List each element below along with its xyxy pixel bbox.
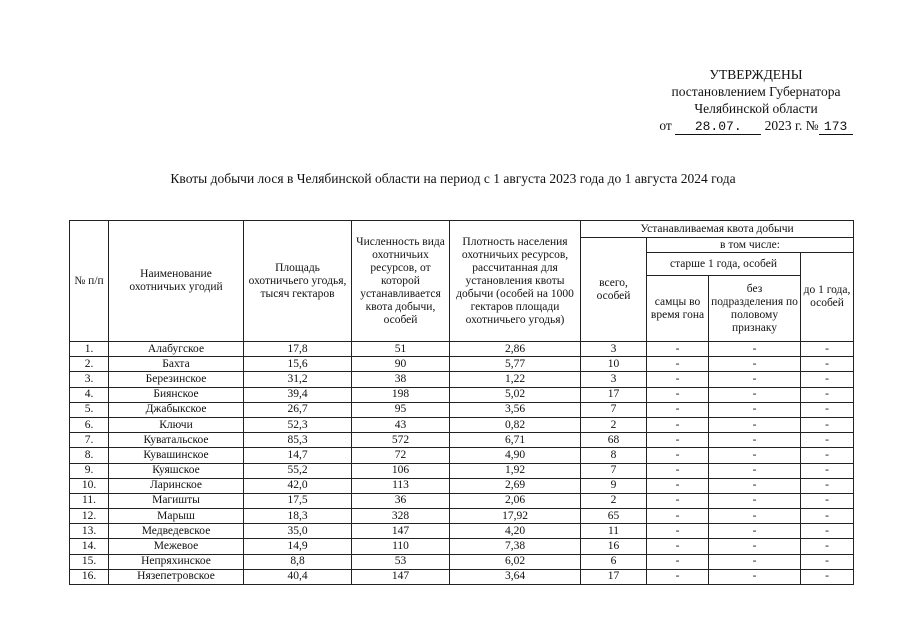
header-total: всего, особей xyxy=(581,238,647,342)
cell-density: 6,02 xyxy=(450,554,581,569)
cell-name: Межевое xyxy=(109,539,244,554)
table-row xyxy=(70,387,854,402)
header-males: самцы во время гона xyxy=(647,276,709,342)
cell-num: 14. xyxy=(70,539,109,554)
table-row xyxy=(70,509,854,524)
table-row xyxy=(70,493,854,508)
cell-density: 17,92 xyxy=(450,509,581,524)
cell-total: 9 xyxy=(581,478,647,493)
cell-total: 7 xyxy=(581,463,647,478)
cell-num: 1. xyxy=(70,342,109,357)
cell-area: 18,3 xyxy=(244,509,352,524)
cell-density: 2,69 xyxy=(450,478,581,493)
cell-no-sex: - xyxy=(709,478,801,493)
document-title: Квоты добычи лося в Челябинской области на период с 1 августа 2023 года до 1 августа 2024 года xyxy=(170,171,736,186)
cell-population: 53 xyxy=(352,554,450,569)
cell-density: 6,71 xyxy=(450,433,581,448)
cell-area: 8,8 xyxy=(244,554,352,569)
cell-name: Медведевское xyxy=(109,524,244,539)
table-row xyxy=(70,569,854,584)
cell-num: 11. xyxy=(70,493,109,508)
cell-population: 113 xyxy=(352,478,450,493)
header-population: Численность вида охотничьих ресурсов, от которой устанавливается квота добычи, особей xyxy=(352,221,450,342)
cell-total: 10 xyxy=(581,357,647,372)
cell-under1: - xyxy=(801,569,854,584)
cell-no-sex: - xyxy=(709,493,801,508)
cell-total: 17 xyxy=(581,387,647,402)
table-row xyxy=(70,433,854,448)
header-under1: до 1 года, особей xyxy=(801,253,854,342)
cell-population: 38 xyxy=(352,372,450,387)
cell-num: 6. xyxy=(70,417,109,432)
cell-males: - xyxy=(647,417,709,432)
cell-density: 3,56 xyxy=(450,402,581,417)
cell-males: - xyxy=(647,524,709,539)
cell-no-sex: - xyxy=(709,448,801,463)
cell-name: Магишты xyxy=(109,493,244,508)
cell-no-sex: - xyxy=(709,387,801,402)
cell-name: Куяшское xyxy=(109,463,244,478)
cell-name: Непряхинское xyxy=(109,554,244,569)
cell-no-sex: - xyxy=(709,342,801,357)
cell-under1: - xyxy=(801,357,854,372)
cell-num: 8. xyxy=(70,448,109,463)
cell-under1: - xyxy=(801,372,854,387)
cell-total: 16 xyxy=(581,539,647,554)
cell-no-sex: - xyxy=(709,463,801,478)
cell-total: 2 xyxy=(581,493,647,508)
cell-under1: - xyxy=(801,402,854,417)
cell-males: - xyxy=(647,493,709,508)
approval-date: 28.07. xyxy=(675,120,761,135)
cell-population: 43 xyxy=(352,417,450,432)
table-header xyxy=(70,221,854,342)
table-row xyxy=(70,539,854,554)
cell-males: - xyxy=(647,342,709,357)
approval-stamp xyxy=(640,66,872,135)
cell-under1: - xyxy=(801,478,854,493)
cell-density: 7,38 xyxy=(450,539,581,554)
cell-area: 15,6 xyxy=(244,357,352,372)
cell-under1: - xyxy=(801,342,854,357)
cell-density: 2,86 xyxy=(450,342,581,357)
cell-area: 35,0 xyxy=(244,524,352,539)
cell-num: 16. xyxy=(70,569,109,584)
cell-density: 1,22 xyxy=(450,372,581,387)
cell-total: 11 xyxy=(581,524,647,539)
table-row xyxy=(70,554,854,569)
table-body xyxy=(70,342,854,585)
table-row xyxy=(70,417,854,432)
cell-no-sex: - xyxy=(709,569,801,584)
table-row xyxy=(70,478,854,493)
cell-area: 42,0 xyxy=(244,478,352,493)
cell-population: 90 xyxy=(352,357,450,372)
header-density: Плотность населения охотничьих ресурсов, рассчитанная для установления квоты добычи (особей на 1000 гектаров площади охотничьего угодья) xyxy=(450,221,581,342)
header-num: № п/п xyxy=(70,221,109,342)
cell-area: 14,7 xyxy=(244,448,352,463)
cell-density: 0,82 xyxy=(450,417,581,432)
table-row xyxy=(70,448,854,463)
cell-area: 14,9 xyxy=(244,539,352,554)
cell-total: 8 xyxy=(581,448,647,463)
cell-no-sex: - xyxy=(709,433,801,448)
cell-population: 72 xyxy=(352,448,450,463)
cell-area: 17,8 xyxy=(244,342,352,357)
cell-name: Алабугское xyxy=(109,342,244,357)
cell-density: 4,90 xyxy=(450,448,581,463)
table-row xyxy=(70,372,854,387)
approval-line-2: Челябинской области xyxy=(694,101,818,116)
cell-area: 31,2 xyxy=(244,372,352,387)
cell-population: 147 xyxy=(352,524,450,539)
cell-population: 198 xyxy=(352,387,450,402)
cell-population: 95 xyxy=(352,402,450,417)
cell-name: Биянское xyxy=(109,387,244,402)
cell-no-sex: - xyxy=(709,509,801,524)
cell-density: 5,02 xyxy=(450,387,581,402)
cell-under1: - xyxy=(801,463,854,478)
cell-area: 39,4 xyxy=(244,387,352,402)
approval-date-line xyxy=(640,117,872,135)
cell-males: - xyxy=(647,463,709,478)
cell-under1: - xyxy=(801,554,854,569)
cell-population: 328 xyxy=(352,509,450,524)
cell-density: 1,92 xyxy=(450,463,581,478)
approval-prefix: от xyxy=(659,118,672,133)
cell-total: 7 xyxy=(581,402,647,417)
cell-total: 6 xyxy=(581,554,647,569)
approval-year: 2023 г. № xyxy=(764,118,819,133)
cell-area: 85,3 xyxy=(244,433,352,448)
cell-males: - xyxy=(647,569,709,584)
cell-males: - xyxy=(647,387,709,402)
table-row xyxy=(70,342,854,357)
table-row xyxy=(70,463,854,478)
cell-males: - xyxy=(647,539,709,554)
table-row xyxy=(70,402,854,417)
cell-total: 3 xyxy=(581,342,647,357)
cell-total: 17 xyxy=(581,569,647,584)
cell-total: 2 xyxy=(581,417,647,432)
cell-density: 5,77 xyxy=(450,357,581,372)
cell-num: 2. xyxy=(70,357,109,372)
cell-no-sex: - xyxy=(709,372,801,387)
cell-num: 12. xyxy=(70,509,109,524)
cell-name: Ключи xyxy=(109,417,244,432)
cell-name: Ларинское xyxy=(109,478,244,493)
cell-name: Куватальское xyxy=(109,433,244,448)
cell-area: 52,3 xyxy=(244,417,352,432)
cell-num: 9. xyxy=(70,463,109,478)
approval-number: 173 xyxy=(819,120,853,135)
cell-no-sex: - xyxy=(709,357,801,372)
cell-total: 3 xyxy=(581,372,647,387)
cell-name: Джабыкское xyxy=(109,402,244,417)
cell-males: - xyxy=(647,554,709,569)
header-older: старше 1 года, особей xyxy=(647,253,801,276)
cell-under1: - xyxy=(801,448,854,463)
cell-density: 4,20 xyxy=(450,524,581,539)
cell-num: 7. xyxy=(70,433,109,448)
cell-area: 26,7 xyxy=(244,402,352,417)
cell-population: 147 xyxy=(352,569,450,584)
cell-name: Марыш xyxy=(109,509,244,524)
approval-line-1: постановлением Губернатора xyxy=(671,84,841,99)
header-area: Площадь охотничьего угодья, тысяч гектаров xyxy=(244,221,352,342)
cell-num: 13. xyxy=(70,524,109,539)
cell-area: 55,2 xyxy=(244,463,352,478)
cell-no-sex: - xyxy=(709,554,801,569)
cell-total: 65 xyxy=(581,509,647,524)
cell-under1: - xyxy=(801,493,854,508)
header-no-sex: без подразделения по половому признаку xyxy=(709,276,801,342)
cell-males: - xyxy=(647,448,709,463)
header-quota-group: Устанавливаемая квота добычи xyxy=(581,221,854,238)
cell-under1: - xyxy=(801,539,854,554)
cell-num: 10. xyxy=(70,478,109,493)
approval-heading: УТВЕРЖДЕНЫ xyxy=(709,67,803,82)
header-name: Наименование охотничьих угодий xyxy=(109,221,244,342)
cell-num: 5. xyxy=(70,402,109,417)
cell-population: 51 xyxy=(352,342,450,357)
cell-num: 3. xyxy=(70,372,109,387)
cell-area: 40,4 xyxy=(244,569,352,584)
cell-name: Бахта xyxy=(109,357,244,372)
cell-area: 17,5 xyxy=(244,493,352,508)
cell-total: 68 xyxy=(581,433,647,448)
cell-under1: - xyxy=(801,509,854,524)
header-including: в том числе: xyxy=(647,238,854,253)
cell-under1: - xyxy=(801,524,854,539)
cell-no-sex: - xyxy=(709,402,801,417)
cell-num: 15. xyxy=(70,554,109,569)
cell-males: - xyxy=(647,509,709,524)
cell-males: - xyxy=(647,402,709,417)
cell-name: Кувашинское xyxy=(109,448,244,463)
cell-population: 36 xyxy=(352,493,450,508)
cell-under1: - xyxy=(801,417,854,432)
cell-density: 2,06 xyxy=(450,493,581,508)
cell-population: 106 xyxy=(352,463,450,478)
cell-population: 110 xyxy=(352,539,450,554)
cell-no-sex: - xyxy=(709,524,801,539)
cell-density: 3,64 xyxy=(450,569,581,584)
table-row xyxy=(70,357,854,372)
table-row xyxy=(70,524,854,539)
cell-under1: - xyxy=(801,433,854,448)
cell-under1: - xyxy=(801,387,854,402)
cell-males: - xyxy=(647,433,709,448)
cell-name: Нязепетровское xyxy=(109,569,244,584)
cell-no-sex: - xyxy=(709,417,801,432)
cell-population: 572 xyxy=(352,433,450,448)
quota-table xyxy=(69,220,854,585)
cell-males: - xyxy=(647,372,709,387)
cell-males: - xyxy=(647,357,709,372)
cell-name: Березинское xyxy=(109,372,244,387)
cell-num: 4. xyxy=(70,387,109,402)
cell-no-sex: - xyxy=(709,539,801,554)
cell-males: - xyxy=(647,478,709,493)
